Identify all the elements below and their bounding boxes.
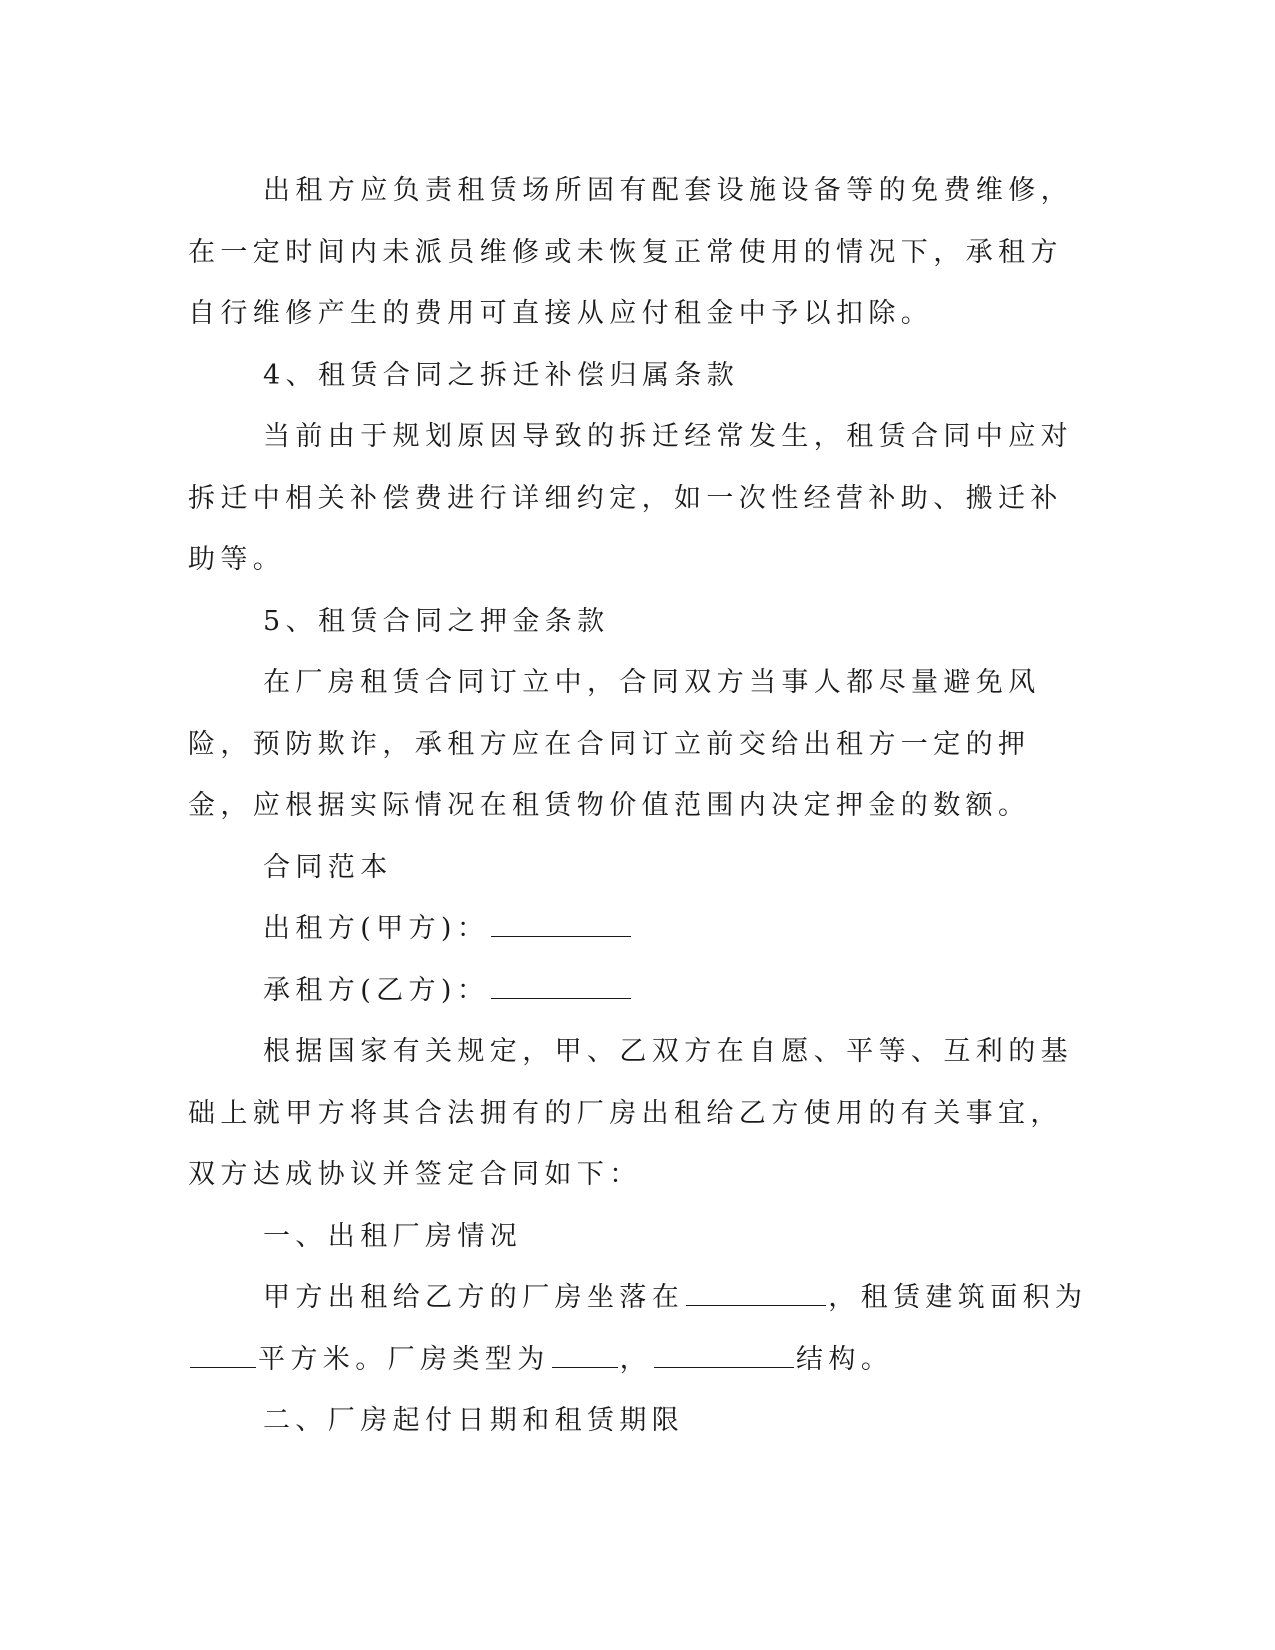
- heading-section-one: 一、出租厂房情况: [263, 1220, 523, 1252]
- factory-type-label: 平方米。厂房类型为: [258, 1343, 550, 1375]
- factory-location-label: 甲方出租给乙方的厂房坐落在: [263, 1282, 685, 1313]
- paragraph-factory-details: [188, 1267, 1088, 1390]
- structure-label: 结构。: [796, 1343, 894, 1375]
- lessor-line: [188, 898, 1088, 960]
- area-label: ，租赁建筑面积为: [828, 1282, 1088, 1313]
- comma-separator: ，: [619, 1343, 653, 1375]
- lessor-label: 出租方(甲方)：: [263, 913, 490, 944]
- paragraph-agreement-preamble: 根据国家有关规定，甲、乙双方在自愿、平等、互利的基础上就甲方将其合法拥有的厂房出租给乙方使用的有关事宜，双方达成协议并签定合同如下：: [188, 1036, 1073, 1190]
- lessor-blank: [491, 910, 631, 937]
- type-blank: [552, 1341, 618, 1368]
- heading-contract-template: 合同范本: [263, 851, 393, 883]
- lessee-blank: [491, 972, 631, 999]
- heading-deposit-clause: 5、租赁合同之押金条款: [263, 605, 610, 637]
- paragraph-demolition-compensation: 当前由于规划原因导致的拆迁经常发生，租赁合同中应对拆迁中相关补偿费进行详细约定，如一次性经营补助、搬迁补助等。: [188, 421, 1073, 575]
- document-body: [188, 160, 1088, 1452]
- heading-demolition-clause: 4、租赁合同之拆迁补偿归属条款: [263, 359, 740, 391]
- lessee-label: 承租方(乙方)：: [263, 974, 490, 1006]
- heading-section-two: 二、厂房起付日期和租赁期限: [263, 1405, 685, 1436]
- location-blank: [686, 1279, 826, 1306]
- lessee-line: [188, 960, 1088, 1022]
- area-blank: [190, 1341, 256, 1368]
- structure-blank: [654, 1341, 794, 1368]
- paragraph-deposit: 在厂房租赁合同订立中，合同双方当事人都尽量避免风险，预防欺诈，承租方应在合同订立前交给出租方一定的押金，应根据实际情况在租赁物价值范围内决定押金的数额。: [188, 667, 1041, 821]
- paragraph-repair-clause: 出租方应负责租赁场所固有配套设施设备等的免费维修，在一定时间内未派员维修或未恢复正常使用的情况下，承租方自行维修产生的费用可直接从应付租金中予以扣除。: [188, 175, 1073, 329]
